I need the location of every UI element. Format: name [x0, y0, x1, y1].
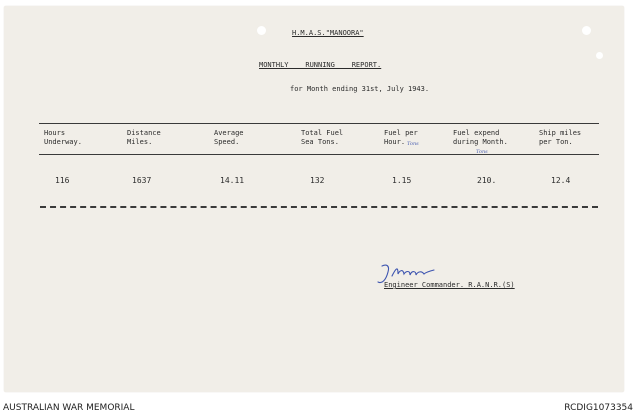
value-fuel-per-hour: 1.15 — [392, 176, 412, 185]
value-distance: 1637 — [132, 176, 152, 185]
value-total-fuel: 132 — [310, 176, 325, 185]
handwritten-annotation: Tons — [407, 141, 419, 147]
footer-catalog-id: RCDIG1073354 — [564, 403, 633, 413]
value-fuel-expend: 210. — [477, 176, 497, 185]
footer-archive-name: AUSTRALIAN WAR MEMORIAL — [3, 403, 135, 413]
column-header-ship-miles: Ship miles per Ton. — [539, 129, 582, 146]
handwritten-annotation: Tons — [476, 149, 488, 155]
column-header-hours: Hours Underway. — [44, 129, 82, 146]
column-header-distance: Distance Miles. — [127, 129, 161, 146]
report-title: MONTHLY RUNNING REPORT. — [259, 61, 382, 69]
signatory-title: Engineer Commander. R.A.N.R.(S) — [384, 281, 515, 289]
table-header-rule — [39, 154, 599, 155]
value-speed: 14.11 — [220, 176, 245, 185]
table-top-rule — [39, 123, 599, 124]
table-bottom-rule — [40, 206, 598, 208]
column-header-total-fuel: Total Fuel Sea Tons. — [301, 129, 344, 146]
column-header-speed: Average Speed. — [214, 129, 244, 146]
value-ship-miles: 12.4 — [551, 176, 571, 185]
report-period: for Month ending 31st, July 1943. — [290, 85, 430, 93]
value-hours: 116 — [55, 176, 70, 185]
ship-name: H.M.A.S."MANOORA" — [292, 29, 364, 37]
column-header-fuel-expend: Fuel expend during Month. — [453, 129, 508, 146]
punch-hole — [596, 52, 603, 59]
punch-hole — [582, 26, 591, 35]
document-sheet — [4, 6, 624, 392]
column-header-fuel-per-hour: Fuel per Hour. — [384, 129, 418, 146]
punch-hole — [257, 26, 266, 35]
